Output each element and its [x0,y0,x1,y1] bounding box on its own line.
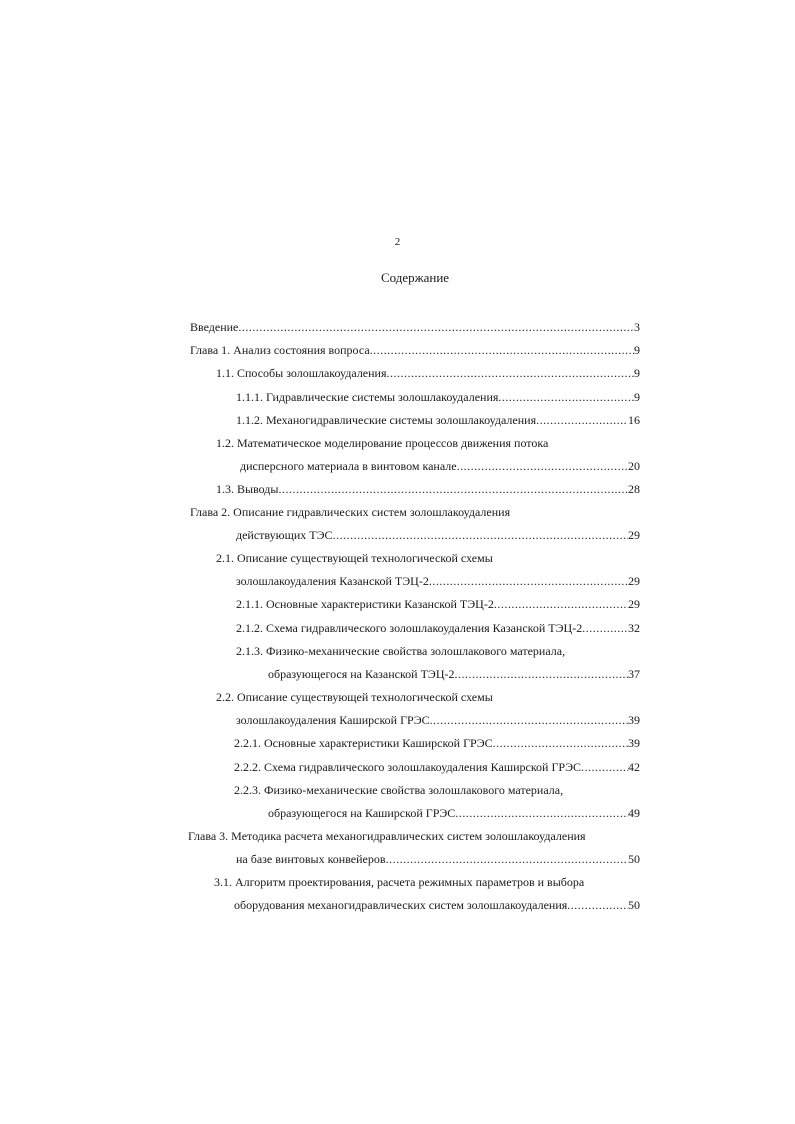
toc-entry-1-1-2 [236,409,640,432]
toc-entry-text-cont: золошлакоудаления Каширской ГРЭС [236,713,430,727]
toc-entry-1-2-cont [240,455,640,478]
toc-entry-page: 50 [628,898,640,912]
toc-entry-text: 2.1. Описание существующей технологической схемы [216,551,493,565]
toc-entry-1-1-1 [236,386,640,409]
toc-entry-2-1-1 [236,593,640,616]
toc-entry-intro [190,316,640,339]
toc-entry-2-1 [216,547,640,570]
toc-entry-text: 1.3. Выводы [216,482,279,496]
toc-entry-text: 2.1.1. Основные характеристики Казанской ТЭЦ-2 [236,597,494,611]
toc-entry-page: 20 [628,459,640,473]
toc-entry-page: 9 [634,390,640,404]
toc-entry-page: 50 [628,852,640,866]
toc-entry-text: 1.1.2. Механогидравлические системы золошлакоудаления [236,413,537,427]
toc-entry-3-1-cont [234,894,640,917]
toc-leader [582,617,628,640]
toc-entry-2-1-cont [236,570,640,593]
toc-entry-text-cont: на базе винтовых конвейеров [236,852,386,866]
toc-leader [455,663,628,686]
toc-entry-text: Глава 1. Анализ состояния вопроса [190,343,370,357]
toc-entry-page: 9 [634,343,640,357]
toc-entry-1-1 [216,362,640,385]
toc-entry-text-cont: золошлакоудаления Казанской ТЭЦ-2 [236,574,429,588]
toc-leader [430,709,628,732]
toc-entry-text: 2.1.2. Схема гидравлического золошлакоудаления Казанской ТЭЦ-2 [236,621,583,635]
toc-entry-2-2-3-cont [268,802,640,825]
toc-leader [333,524,628,547]
toc-entry-page: 29 [628,528,640,542]
toc-entry-page: 39 [628,736,640,750]
toc-entry-1-3 [216,478,640,501]
toc-entry-2-1-3-cont [268,663,640,686]
toc-entry-text: Глава 2. Описание гидравлических систем золошлакоудаления [190,505,511,519]
toc-entry-2-2-1 [234,732,640,755]
toc-entry-chapter-2-cont [236,524,640,547]
toc-entry-page: 16 [628,413,640,427]
toc-leader [457,455,628,478]
toc-entry-text: Введение [190,320,239,334]
toc-entry-page: 49 [628,806,640,820]
toc-entry-page: 37 [628,667,640,681]
toc-entry-page: 29 [628,597,640,611]
toc-leader [493,732,628,755]
toc-leader [494,593,628,616]
toc-leader [498,386,634,409]
toc-entry-text: 2.1.3. Физико-механические свойства золошлакового материала, [236,644,566,658]
toc-entry-text: 2.2.2. Схема гидравлического золошлакоудаления Каширской ГРЭС [234,760,582,774]
toc-leader [429,570,628,593]
toc-entry-chapter-2 [190,501,640,524]
page-number: 2 [394,236,401,248]
toc-leader [455,802,628,825]
toc-entry-text: 3.1. Алгоритм проектирования, расчета режимных параметров и выбора [214,875,585,889]
toc-entry-text-cont: оборудования механогидравлических систем золошлакоудаления [234,898,568,912]
toc-entry-text-cont: образующегося на Казанской ТЭЦ-2 [268,667,455,681]
toc-entry-page: 39 [628,713,640,727]
toc-entry-text-cont: образующегося на Каширской ГРЭС [268,806,456,820]
toc-entry-2-1-3 [236,640,640,663]
toc-entry-chapter-1 [190,339,640,362]
toc-entry-text: 2.2. Описание существующей технологической схемы [216,690,493,704]
toc-entry-text: 1.1. Способы золошлакоудаления [216,366,387,380]
toc-entry-3-1 [214,871,640,894]
toc-leader [278,478,628,501]
toc-entry-2-2-2 [234,756,640,779]
toc-leader [581,756,628,779]
toc-title: Содержание [380,270,450,285]
toc-entry-text: 1.2. Математическое моделирование процессов движения потока [216,436,549,450]
toc-leader [386,848,628,871]
toc-entry-1-2 [216,432,640,455]
toc-leader [387,362,635,385]
toc-entry-chapter-3-cont [236,848,640,871]
toc-entry-text: 2.2.3. Физико-механические свойства золошлакового материала, [234,783,564,797]
toc-entry-2-1-2 [236,617,640,640]
toc-entry-text-cont: действующих ТЭС [236,528,333,542]
toc-entry-2-2 [216,686,640,709]
toc-entry-text: Глава 3. Методика расчета механогидравлических систем золошлакоудаления [188,829,586,843]
toc-entry-text: 2.2.1. Основные характеристики Каширской ГРЭС [234,736,493,750]
toc-entry-text: 1.1.1. Гидравлические системы золошлакоудаления [236,390,499,404]
toc-entry-text-cont: дисперсного материала в винтовом канале [240,459,457,473]
toc-leader [238,316,634,339]
toc-entry-page: 3 [634,320,640,334]
toc-entry-page: 42 [628,760,640,774]
toc-entry-page: 28 [628,482,640,496]
toc-entry-chapter-3 [188,825,640,848]
toc-entry-page: 29 [628,574,640,588]
toc-entry-2-2-3 [234,779,640,802]
toc-leader [567,894,628,917]
toc-entry-2-2-cont [236,709,640,732]
toc-leader [370,339,634,362]
toc-leader [536,409,628,432]
toc-entry-page: 32 [628,621,640,635]
toc-entry-page: 9 [634,366,640,380]
